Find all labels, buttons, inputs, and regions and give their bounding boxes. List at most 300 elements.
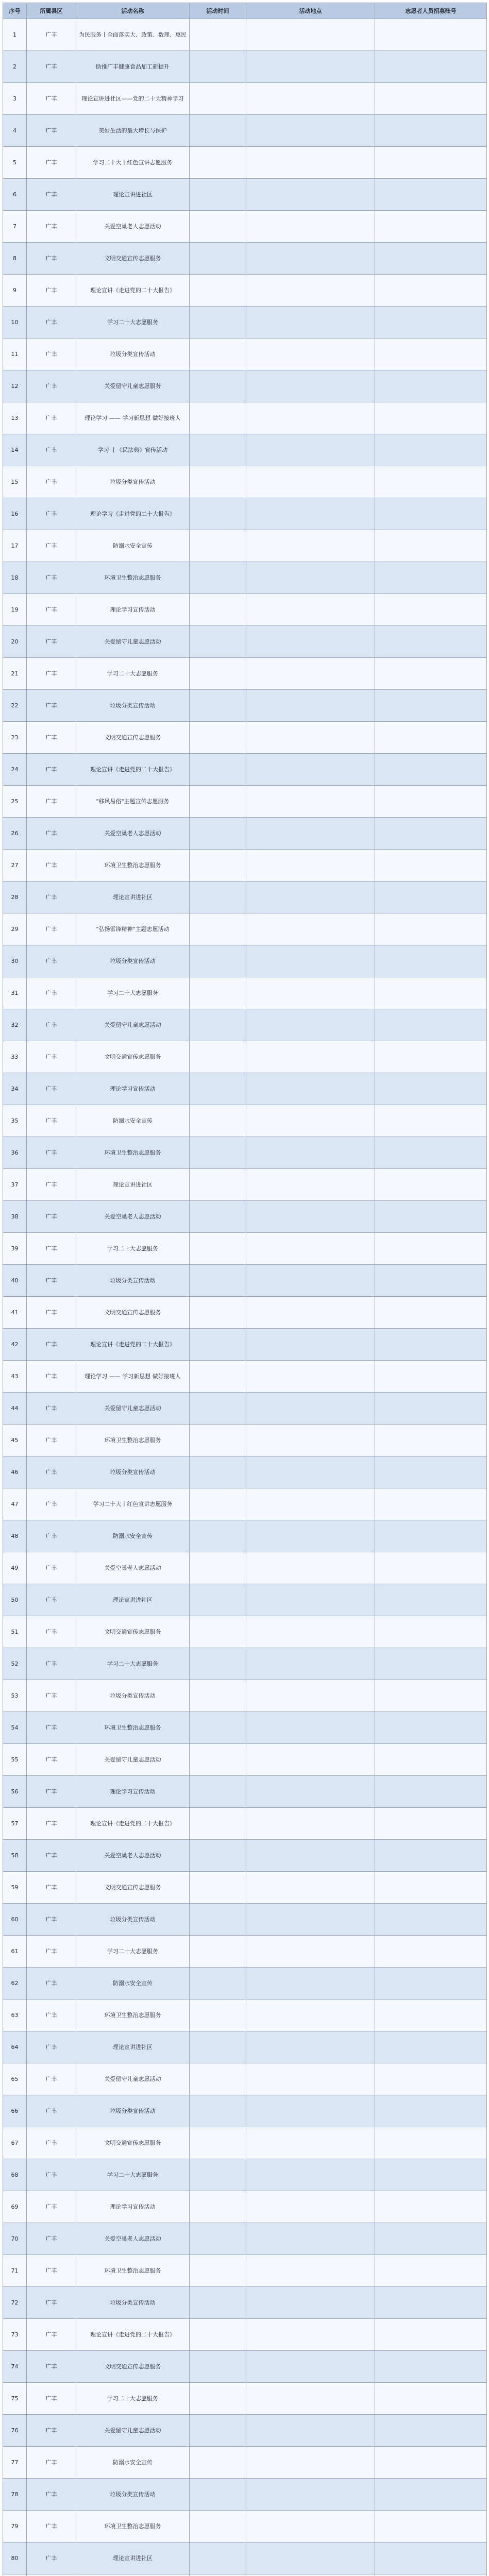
cell-recruit-account: [375, 1456, 487, 1488]
cell-activity-place: [246, 2574, 375, 2576]
cell-recruit-account: [375, 434, 487, 466]
cell-county: 广丰: [27, 2095, 76, 2127]
table-header-row: [3, 3, 487, 19]
cell-county: 广丰: [27, 1329, 76, 1361]
cell-recruit-account: [375, 1520, 487, 1552]
cell-activity-name: 理论学习《走进党的二十大报告》: [76, 498, 190, 530]
cell-no: 27: [3, 850, 27, 882]
table-row: [3, 1233, 487, 1265]
cell-no: 31: [3, 977, 27, 1009]
cell-activity-time: [190, 1137, 246, 1169]
cell-activity-time: [190, 2127, 246, 2159]
table-row: [3, 977, 487, 1009]
cell-activity-time: [190, 945, 246, 977]
cell-no: 41: [3, 1297, 27, 1329]
cell-activity-name: 理论宣讲《走进党的二十大报告》: [76, 1329, 190, 1361]
cell-activity-place: [246, 2543, 375, 2574]
cell-recruit-account: [375, 275, 487, 307]
table-row: [3, 2255, 487, 2287]
cell-activity-place: [246, 1808, 375, 1840]
cell-recruit-account: [375, 2255, 487, 2287]
cell-activity-name: 防溺水安全宣传: [76, 1968, 190, 1999]
cell-activity-time: [190, 1329, 246, 1361]
cell-activity-place: [246, 530, 375, 562]
cell-activity-time: [190, 1297, 246, 1329]
cell-activity-name: 关爱空巢老人志愿活动: [76, 1201, 190, 1233]
cell-activity-time: [190, 1999, 246, 2031]
cell-activity-place: [246, 1648, 375, 1680]
cell-activity-place: [246, 1201, 375, 1233]
cell-county: 广丰: [27, 818, 76, 850]
cell-no: 38: [3, 1201, 27, 1233]
cell-activity-time: [190, 1968, 246, 1999]
cell-no: 7: [3, 211, 27, 243]
cell-activity-place: [246, 1393, 375, 1425]
cell-no: 24: [3, 754, 27, 786]
cell-no: 12: [3, 370, 27, 402]
table-row: [3, 2223, 487, 2255]
cell-recruit-account: [375, 2287, 487, 2319]
cell-county: 广丰: [27, 1552, 76, 1584]
cell-recruit-account: [375, 2191, 487, 2223]
cell-county: 广丰: [27, 594, 76, 626]
cell-activity-name: 学习二十大志愿服务: [76, 2159, 190, 2191]
cell-recruit-account: [375, 1329, 487, 1361]
cell-activity-time: [190, 338, 246, 370]
cell-activity-time: [190, 1712, 246, 1744]
cell-county: 广丰: [27, 243, 76, 275]
cell-activity-time: [190, 2319, 246, 2351]
cell-county: 广丰: [27, 1776, 76, 1808]
cell-recruit-account: [375, 1712, 487, 1744]
table-body: [3, 19, 487, 2576]
cell-activity-place: [246, 562, 375, 594]
cell-activity-time: [190, 1169, 246, 1201]
cell-activity-time: [190, 275, 246, 307]
cell-no: 19: [3, 594, 27, 626]
cell-activity-place: [246, 1329, 375, 1361]
cell-recruit-account: [375, 2383, 487, 2415]
cell-activity-place: [246, 2351, 375, 2383]
cell-no: 56: [3, 1776, 27, 1808]
cell-county: 广丰: [27, 1648, 76, 1680]
cell-county: 广丰: [27, 1137, 76, 1169]
cell-activity-place: [246, 147, 375, 179]
cell-recruit-account: [375, 2574, 487, 2576]
cell-no: 8: [3, 243, 27, 275]
cell-no: 46: [3, 1456, 27, 1488]
cell-activity-time: [190, 754, 246, 786]
cell-activity-name: 理论学习 —— 学习新思想 做好接班人: [76, 1361, 190, 1393]
cell-recruit-account: [375, 594, 487, 626]
cell-activity-name: 垃圾分类宣传活动: [76, 945, 190, 977]
cell-activity-time: [190, 1584, 246, 1616]
cell-recruit-account: [375, 1073, 487, 1105]
cell-activity-name: 防溺水安全宣传: [76, 530, 190, 562]
cell-recruit-account: [375, 307, 487, 338]
cell-county: 广丰: [27, 1488, 76, 1520]
cell-activity-place: [246, 2383, 375, 2415]
table-row: [3, 498, 487, 530]
cell-no: 25: [3, 786, 27, 818]
cell-activity-name: 垃圾分类宣传活动: [76, 466, 190, 498]
table-row: [3, 722, 487, 754]
cell-no: 45: [3, 1425, 27, 1456]
table-row: [3, 115, 487, 147]
table-row: [3, 370, 487, 402]
cell-recruit-account: [375, 243, 487, 275]
cell-no: 39: [3, 1233, 27, 1265]
cell-activity-name: 理论宣讲《走进党的二十大报告》: [76, 1808, 190, 1840]
cell-county: 广丰: [27, 179, 76, 211]
table-row: [3, 338, 487, 370]
cell-activity-time: [190, 1680, 246, 1712]
cell-activity-place: [246, 1872, 375, 1904]
cell-activity-time: [190, 977, 246, 1009]
cell-county: 广丰: [27, 530, 76, 562]
cell-no: 62: [3, 1968, 27, 1999]
table-row: [3, 1840, 487, 1872]
cell-activity-name: 学习二十大丨红色宣讲志愿服务: [76, 1488, 190, 1520]
cell-activity-place: [246, 2063, 375, 2095]
cell-recruit-account: [375, 1840, 487, 1872]
cell-county: 广丰: [27, 1265, 76, 1297]
cell-no: 53: [3, 1680, 27, 1712]
cell-county: 广丰: [27, 1520, 76, 1552]
cell-no: 13: [3, 402, 27, 434]
cell-activity-name: "移风易俗"主题宣传志愿服务: [76, 786, 190, 818]
cell-county: 广丰: [27, 434, 76, 466]
table-row: [3, 2287, 487, 2319]
cell-activity-place: [246, 1744, 375, 1776]
cell-county: 广丰: [27, 307, 76, 338]
cell-activity-place: [246, 2319, 375, 2351]
cell-activity-name: 防溺水安全宣传: [76, 1105, 190, 1137]
cell-activity-name: 理论学习宣传活动: [76, 594, 190, 626]
cell-no: 51: [3, 1616, 27, 1648]
cell-activity-time: [190, 2031, 246, 2063]
cell-recruit-account: [375, 1393, 487, 1425]
cell-activity-time: [190, 2543, 246, 2574]
cell-activity-name: 垃圾分类宣传活动: [76, 2479, 190, 2511]
cell-county: 广丰: [27, 1584, 76, 1616]
cell-recruit-account: [375, 2543, 487, 2574]
cell-no: 30: [3, 945, 27, 977]
cell-activity-time: [190, 1936, 246, 1968]
cell-activity-place: [246, 1552, 375, 1584]
cell-county: 广丰: [27, 2543, 76, 2574]
cell-no: 6: [3, 179, 27, 211]
cell-activity-place: [246, 690, 375, 722]
cell-activity-name: 理论宣讲《走进党的二十大报告》: [76, 754, 190, 786]
cell-activity-place: [246, 1680, 375, 1712]
cell-activity-time: [190, 562, 246, 594]
cell-no: 64: [3, 2031, 27, 2063]
cell-activity-place: [246, 19, 375, 51]
table-row: [3, 913, 487, 945]
table-row: [3, 1041, 487, 1073]
cell-activity-time: [190, 1009, 246, 1041]
cell-recruit-account: [375, 115, 487, 147]
cell-activity-name: 垃圾分类宣传活动: [76, 2095, 190, 2127]
cell-activity-time: [190, 594, 246, 626]
cell-county: 广丰: [27, 1233, 76, 1265]
table-row: [3, 1265, 487, 1297]
cell-activity-name: 理论宣讲进社区: [76, 882, 190, 913]
volunteer-activity-table: [3, 3, 487, 2576]
cell-activity-place: [246, 2031, 375, 2063]
cell-county: 广丰: [27, 19, 76, 51]
cell-recruit-account: [375, 83, 487, 115]
cell-activity-place: [246, 2255, 375, 2287]
table-row: [3, 594, 487, 626]
table-row: [3, 1073, 487, 1105]
cell-no: 50: [3, 1584, 27, 1616]
cell-no: 47: [3, 1488, 27, 1520]
cell-activity-place: [246, 818, 375, 850]
table-row: [3, 1009, 487, 1041]
cell-county: 广丰: [27, 722, 76, 754]
cell-activity-name: 学习二十大志愿服务: [76, 1648, 190, 1680]
cell-activity-time: [190, 1456, 246, 1488]
cell-activity-place: [246, 466, 375, 498]
cell-activity-time: [190, 1265, 246, 1297]
cell-activity-time: [190, 1840, 246, 1872]
cell-county: 广丰: [27, 1297, 76, 1329]
cell-activity-name: 垃圾分类宣传活动: [76, 1265, 190, 1297]
table-row: [3, 850, 487, 882]
cell-recruit-account: [375, 2479, 487, 2511]
cell-activity-name: 理论宣讲进社区: [76, 1169, 190, 1201]
cell-activity-name: 关爱空巢老人志愿活动: [76, 2223, 190, 2255]
cell-county: 广丰: [27, 1840, 76, 1872]
cell-activity-place: [246, 754, 375, 786]
cell-activity-time: [190, 19, 246, 51]
cell-activity-time: [190, 307, 246, 338]
table-row: [3, 83, 487, 115]
table-row: [3, 1616, 487, 1648]
cell-activity-place: [246, 1968, 375, 1999]
cell-activity-time: [190, 850, 246, 882]
cell-county: 广丰: [27, 2159, 76, 2191]
cell-recruit-account: [375, 1233, 487, 1265]
cell-activity-place: [246, 2191, 375, 2223]
cell-no: 28: [3, 882, 27, 913]
cell-county: 广丰: [27, 1808, 76, 1840]
table-row: [3, 1776, 487, 1808]
cell-activity-place: [246, 658, 375, 690]
cell-county: 广丰: [27, 1169, 76, 1201]
cell-county: 广丰: [27, 1393, 76, 1425]
cell-activity-time: [190, 2415, 246, 2447]
table-row: [3, 1936, 487, 1968]
cell-recruit-account: [375, 1009, 487, 1041]
cell-no: 66: [3, 2095, 27, 2127]
cell-activity-name: 理论宣讲进社区: [76, 179, 190, 211]
cell-activity-place: [246, 1105, 375, 1137]
cell-activity-time: [190, 2063, 246, 2095]
table-row: [3, 786, 487, 818]
cell-activity-time: [190, 243, 246, 275]
table-row: [3, 2191, 487, 2223]
cell-activity-place: [246, 243, 375, 275]
cell-no: 4: [3, 115, 27, 147]
cell-activity-place: [246, 1456, 375, 1488]
cell-recruit-account: [375, 1201, 487, 1233]
cell-activity-place: [246, 1041, 375, 1073]
cell-activity-place: [246, 1009, 375, 1041]
cell-county: 广丰: [27, 466, 76, 498]
cell-activity-place: [246, 786, 375, 818]
cell-no: 68: [3, 2159, 27, 2191]
cell-recruit-account: [375, 818, 487, 850]
cell-activity-place: [246, 913, 375, 945]
cell-activity-name: 文明交通宣传志愿服务: [76, 722, 190, 754]
cell-activity-place: [246, 1169, 375, 1201]
cell-recruit-account: [375, 2031, 487, 2063]
table-row: [3, 2543, 487, 2574]
table-row: [3, 1744, 487, 1776]
cell-county: 广丰: [27, 754, 76, 786]
cell-activity-name: 文明交通宣传志愿服务: [76, 1297, 190, 1329]
cell-no: 21: [3, 658, 27, 690]
header-activity-name: 活动名称: [76, 3, 190, 19]
cell-no: 23: [3, 722, 27, 754]
cell-county: 广丰: [27, 1201, 76, 1233]
table-row: [3, 530, 487, 562]
cell-activity-time: [190, 115, 246, 147]
cell-activity-time: [190, 2447, 246, 2479]
cell-activity-time: [190, 2511, 246, 2543]
cell-activity-place: [246, 2095, 375, 2127]
cell-activity-time: [190, 402, 246, 434]
cell-recruit-account: [375, 1999, 487, 2031]
cell-activity-name: "弘扬雷锋精神"主题志愿活动: [76, 913, 190, 945]
cell-activity-time: [190, 1105, 246, 1137]
cell-county: 广丰: [27, 115, 76, 147]
cell-activity-name: 理论宣讲《走进党的二十大报告》: [76, 2319, 190, 2351]
cell-activity-place: [246, 2159, 375, 2191]
cell-no: 77: [3, 2447, 27, 2479]
cell-activity-time: [190, 1361, 246, 1393]
cell-no: 20: [3, 626, 27, 658]
cell-recruit-account: [375, 51, 487, 83]
table-row: [3, 690, 487, 722]
cell-activity-name: 环境卫生整治志愿服务: [76, 1712, 190, 1744]
cell-activity-time: [190, 466, 246, 498]
cell-no: 70: [3, 2223, 27, 2255]
cell-county: 广丰: [27, 882, 76, 913]
cell-county: 广丰: [27, 2351, 76, 2383]
cell-activity-name: 防溺水安全宣传: [76, 1520, 190, 1552]
cell-recruit-account: [375, 2351, 487, 2383]
cell-county: 广丰: [27, 1999, 76, 2031]
cell-activity-time: [190, 1425, 246, 1456]
cell-activity-name: 理论宣讲进社区: [76, 2543, 190, 2574]
cell-activity-name: 文明交通宣传志愿服务: [76, 1872, 190, 1904]
cell-no: 18: [3, 562, 27, 594]
cell-recruit-account: [375, 1361, 487, 1393]
cell-activity-place: [246, 1999, 375, 2031]
cell-activity-place: [246, 2447, 375, 2479]
cell-activity-name: 关爱留守儿童志愿活动: [76, 2415, 190, 2447]
cell-county: 广丰: [27, 1105, 76, 1137]
cell-no: 69: [3, 2191, 27, 2223]
cell-recruit-account: [375, 2095, 487, 2127]
cell-activity-name: 文明交通宣传志愿服务: [76, 2351, 190, 2383]
cell-recruit-account: [375, 626, 487, 658]
cell-activity-time: [190, 2255, 246, 2287]
table-row: [3, 2127, 487, 2159]
cell-county: 广丰: [27, 786, 76, 818]
cell-county: 广丰: [27, 658, 76, 690]
cell-no: 61: [3, 1936, 27, 1968]
cell-activity-place: [246, 722, 375, 754]
cell-no: 44: [3, 1393, 27, 1425]
cell-county: 广丰: [27, 370, 76, 402]
cell-no: 74: [3, 2351, 27, 2383]
cell-no: 76: [3, 2415, 27, 2447]
cell-no: 57: [3, 1808, 27, 1840]
cell-recruit-account: [375, 913, 487, 945]
cell-activity-name: 垃圾分类宣传活动: [76, 1904, 190, 1936]
cell-activity-place: [246, 1265, 375, 1297]
cell-no: 26: [3, 818, 27, 850]
cell-activity-name: 环境卫生整治志愿服务: [76, 1137, 190, 1169]
cell-recruit-account: [375, 2319, 487, 2351]
cell-recruit-account: [375, 882, 487, 913]
cell-county: 广丰: [27, 1361, 76, 1393]
cell-activity-name: 关爱留守儿童志愿活动: [76, 2063, 190, 2095]
cell-activity-name: 美好生活的最大增长与保护: [76, 115, 190, 147]
cell-activity-name: 理论宣讲进社区——党的二十大精神学习: [76, 83, 190, 115]
cell-county: 广丰: [27, 275, 76, 307]
cell-activity-name: 环境卫生整治志愿服务: [76, 562, 190, 594]
cell-activity-place: [246, 275, 375, 307]
table-row: [3, 19, 487, 51]
cell-no: 42: [3, 1329, 27, 1361]
cell-activity-name: 关爱留守儿童志愿活动: [76, 1009, 190, 1041]
cell-no: 43: [3, 1361, 27, 1393]
table-row: [3, 754, 487, 786]
cell-recruit-account: [375, 786, 487, 818]
cell-recruit-account: [375, 402, 487, 434]
cell-recruit-account: [375, 147, 487, 179]
cell-activity-place: [246, 1616, 375, 1648]
cell-no: 40: [3, 1265, 27, 1297]
table-row: [3, 434, 487, 466]
cell-county: 广丰: [27, 338, 76, 370]
header-county: 所属县区: [27, 3, 76, 19]
cell-no: 17: [3, 530, 27, 562]
cell-activity-place: [246, 1297, 375, 1329]
cell-activity-place: [246, 1776, 375, 1808]
table-row: [3, 1393, 487, 1425]
cell-county: 广丰: [27, 1009, 76, 1041]
cell-no: 29: [3, 913, 27, 945]
table-row: [3, 2415, 487, 2447]
cell-recruit-account: [375, 1105, 487, 1137]
cell-activity-name: 垃圾分类宣传活动: [76, 1680, 190, 1712]
cell-activity-name: 理论学习宣传活动: [76, 1073, 190, 1105]
header-activity-place: 活动地点: [246, 3, 375, 19]
cell-activity-name: 垃圾分类宣传活动: [76, 690, 190, 722]
table-row: [3, 626, 487, 658]
cell-activity-time: [190, 1201, 246, 1233]
cell-activity-time: [190, 1808, 246, 1840]
cell-activity-time: [190, 786, 246, 818]
cell-no: 34: [3, 1073, 27, 1105]
